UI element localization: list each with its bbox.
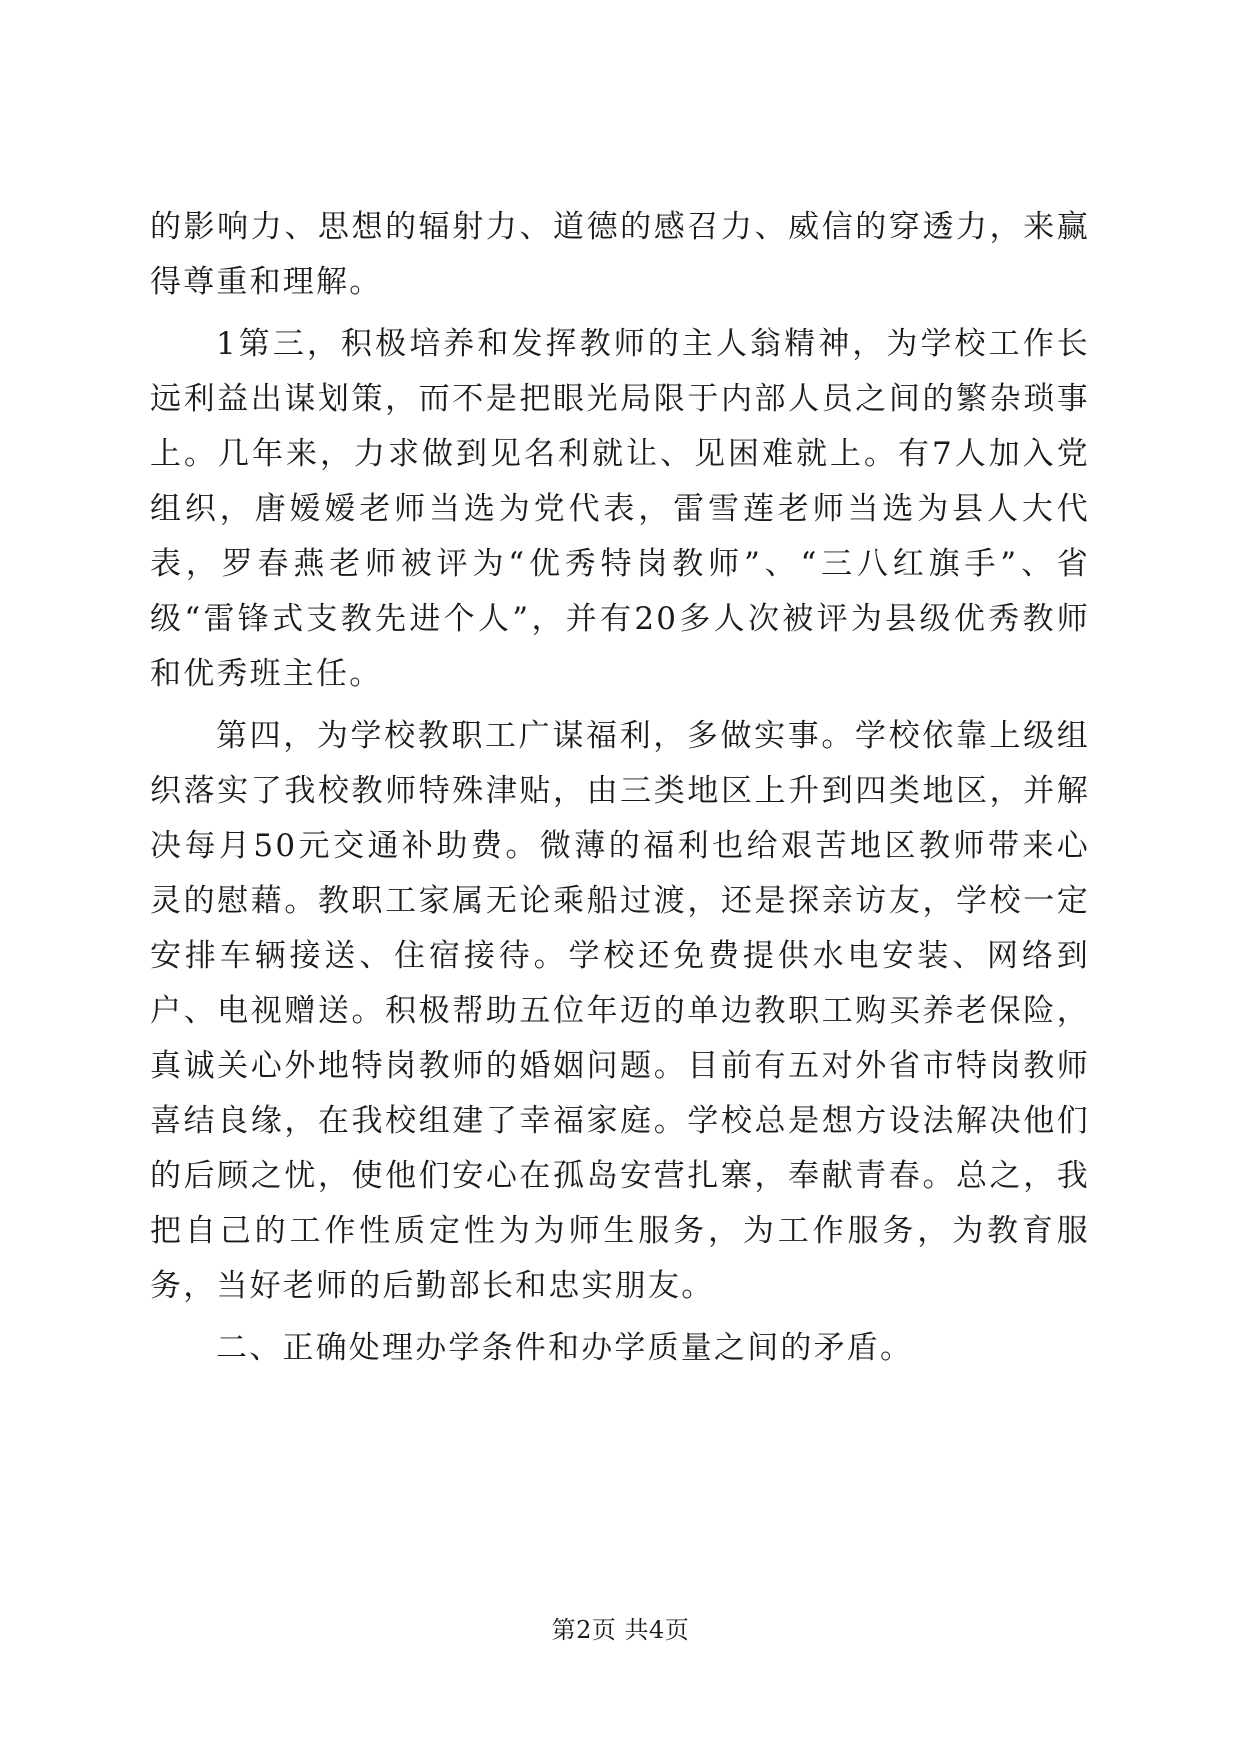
- paragraph-fourth-point: 第四，为学校教职工广谋福利，多做实事。学校依靠上级组织落实了我校教师特殊津贴，由三类地区上升到四类地区，并解决每月50元交通补助费。微薄的福利也给艰苦地区教师带来心灵的慰藉。教职工家属无论乘船过渡，还是探亲访友，学校一定安排车辆接送、住宿接待。学校还免费提供水电安装、网络到户、电视赠送。积极帮助五位年迈的单边教职工购买养老保险，真诚关心外地特岗教师的婚姻问题。目前有五对外省市特岗教师喜结良缘，在我校组建了幸福家庭。学校总是想方设法解决他们的后顾之忧，使他们安心在孤岛安营扎寨，奉献青春。总之，我把自己的工作性质定性为为师生服务，为工作服务，为教育服务，当好老师的后勤部长和忠实朋友。: [150, 718, 1090, 1304]
- page-number-footer: 第2页 共4页: [551, 1616, 690, 1644]
- document-body: [150, 200, 1090, 1383]
- section-heading-two: 二、正确处理办学条件和办学质量之间的矛盾。: [216, 1330, 914, 1366]
- paragraph-continued: 的影响力、思想的辐射力、道德的感召力、威信的穿透力，来赢得尊重和理解。: [150, 209, 1090, 300]
- paragraph-third-point: 1第三，积极培养和发挥教师的主人翁精神，为学校工作长远利益出谋划策，而不是把眼光局限于内部人员之间的繁杂琐事上。几年来，力求做到见名利就让、见困难就上。有7人加入党组织，唐嫒嫒老师当选为党代表，雷雪莲老师当选为县人大代表，罗春燕老师被评为“优秀特岗教师”、“三八红旗手”、省级“雷锋式支教先进个人”，并有20多人次被评为县级优秀教师和优秀班主任。: [150, 326, 1090, 692]
